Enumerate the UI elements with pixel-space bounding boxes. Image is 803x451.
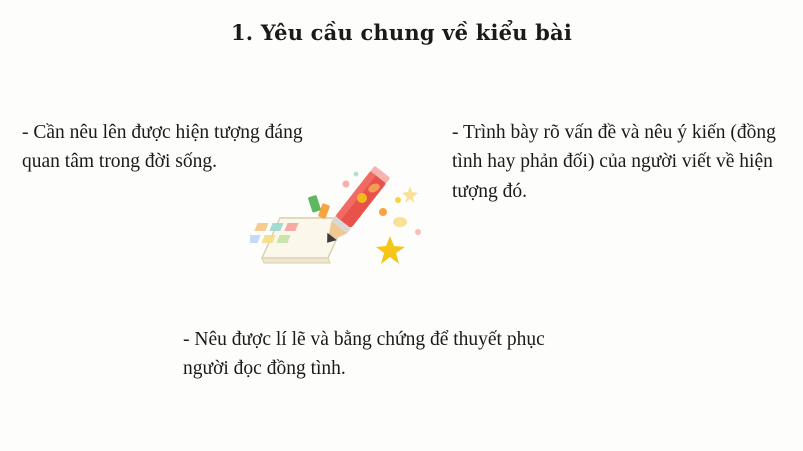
bullet-text-bottom: - Nêu được lí lẽ và bằng chứng để thuyết phục người đọc đồng tình. — [183, 329, 545, 380]
bullet-text-left: - Cần nêu lên được hiện tượng đáng quan tâm trong đời sống. — [22, 122, 303, 173]
pencil-writing-notebook-illustration — [250, 160, 465, 290]
bullet-text-right: - Trình bày rõ vấn đề và nêu ý kiến (đồng tình hay phản đối) của người viết về hiện tượng đó. — [452, 122, 776, 202]
page-title: 1. Yêu cầu chung về kiểu bài — [230, 20, 573, 45]
